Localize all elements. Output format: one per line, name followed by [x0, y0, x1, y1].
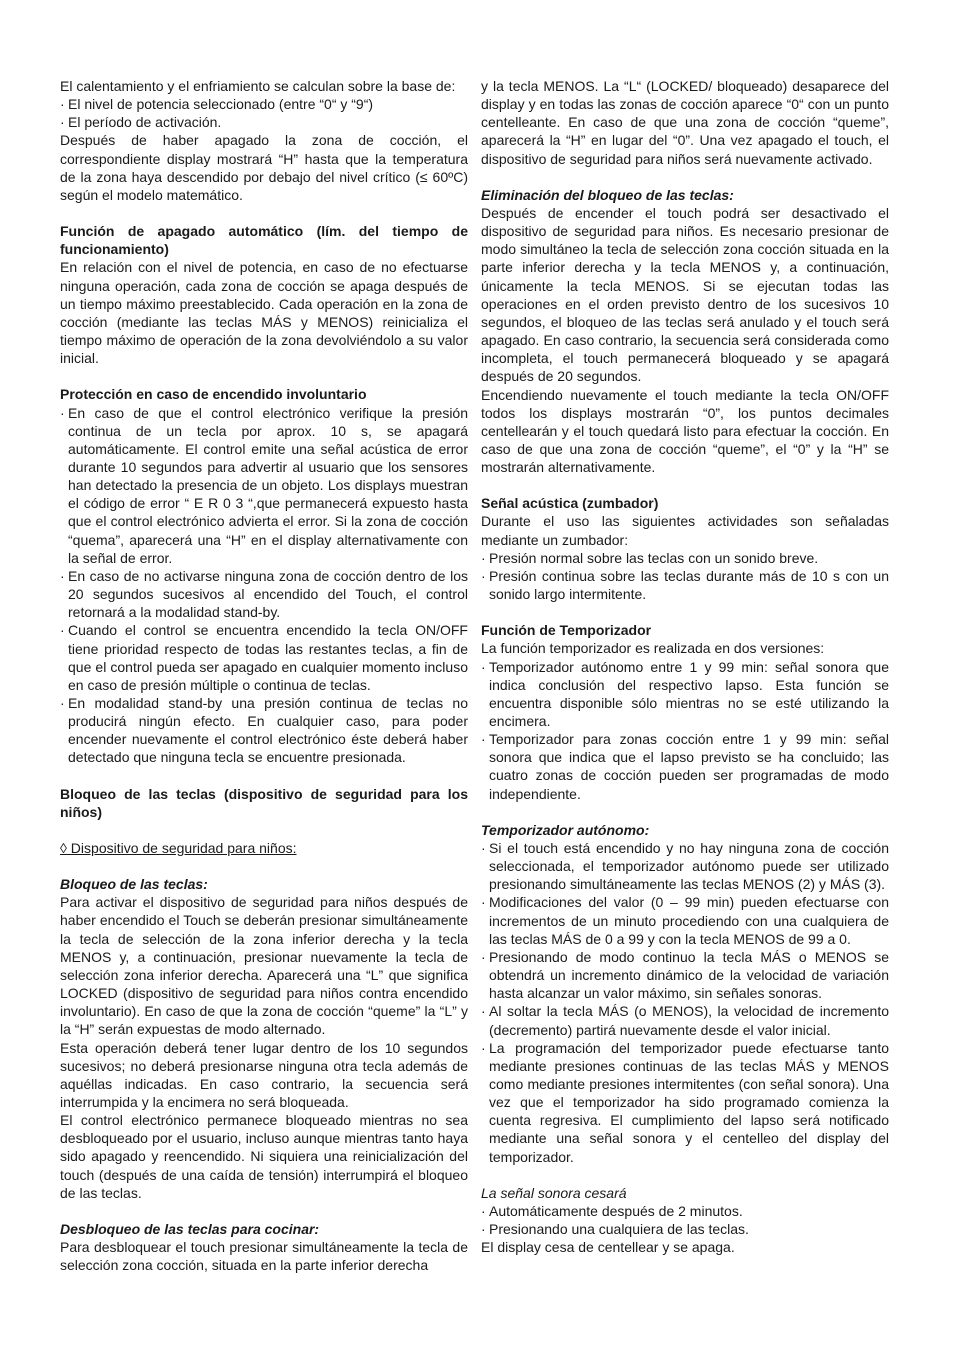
paragraph: Esta operación deberá tener lugar dentro de los 10 segundos sucesivos; no deberá presionarse ninguna otra tecla además de aquéllas indicadas. En caso contrario, la secuencia será interrumpida y la encimera no será bloqueada. — [60, 1039, 468, 1110]
paragraph: Para activar el dispositivo de seguridad para niños después de haber encendido el Touch se deberán presionar simultáneamente la tecla de selección de la zona inferior derecha y la tecla MENOS y, a continuación, presionar nuevamente la tecla de selección zona inferior derecha. Aparecerá una “L” que significa LOCKED (dispositivo de seguridad para niños contra encendido involuntario). En caso de que la zona de cocción “queme” la “L” y la “H” serán expuestas de modo alternado. — [60, 894, 468, 1038]
subheading: Temporizador autónomo: — [481, 821, 650, 838]
bullet-list — [60, 404, 468, 767]
list-item: · Presionando una cualquiera de las teclas. — [481, 1220, 889, 1238]
paragraph: Encendiendo nuevamente el touch mediante la tecla ON/OFF todos los displays mostrarán “0”, los puntos decimales centellearán y el touch quedará listo para efectuar la cocción. En caso de que una zona de cocción “queme”, el “0” y la “H” se mostrarán alternativamente. — [481, 386, 889, 476]
section-heading: Función de Temporizador — [481, 622, 652, 639]
italic-note: La señal sonora cesará — [481, 1184, 627, 1201]
subheading: Eliminación del bloqueo de las teclas: — [481, 186, 734, 203]
list-item: · Modificaciones del valor (0 – 99 min) pueden efectuarse con incrementos de un minuto procediendo con una cualquiera de las teclas MÁS de 0 a 99 y con la tecla MENOS de 99 a 0. — [481, 893, 889, 947]
list-item: · El nivel de potencia seleccionado (entre “0“ y “9“) — [60, 95, 468, 113]
list-item: · Presión continua sobre las teclas durante más de 10 s con un sonido largo intermitente. — [481, 567, 889, 603]
list-item: · Presión normal sobre las teclas con un sonido breve. — [481, 549, 889, 567]
bullet-list — [60, 95, 468, 131]
list-item: · Si el touch está encendido y no hay ninguna zona de cocción seleccionada, el temporizador autónomo puede ser utilizado presionando simultáneamente las teclas MENOS (2) y MÁS (3). — [481, 839, 889, 893]
section-heading: Protección en caso de encendido involuntario — [60, 386, 367, 403]
list-item: · En modalidad stand-by una presión continua de teclas no producirá ningún efecto. En cualquier caso, para poder encender nuevamente el control electrónico éste deberá haber detectado que ninguna tecla se encuentre presionada. — [60, 694, 468, 767]
section-heading: Bloqueo de las teclas (dispositivo de seguridad para los niños) — [60, 785, 468, 820]
list-item: · Temporizador para zonas cocción entre 1 y 99 min: señal sonora que indica que el lapso previsto se ha concluido; las cuatro zonas de cocción pueden ser programadas de modo independiente. — [481, 730, 889, 803]
bullet-list — [481, 1202, 889, 1238]
underlined-subheading: ◊ Dispositivo de seguridad para niños: — [60, 839, 297, 856]
list-item: · La programación del temporizador puede efectuarse tanto mediante presiones continuas de las teclas MÁS y MENOS como mediante presiones intermitentes (con señal sonora). Una vez que el temporizador ha sido programado comienza la cuenta regresiva. El cumplimiento del lapso será notificado mediante una señal sonora y el centelleo del display del temporizador. — [481, 1039, 889, 1166]
list-item: · El período de activación. — [60, 113, 468, 131]
paragraph: Después de encender el touch podrá ser desactivado el dispositivo de seguridad para niños. Es necesario presionar de modo simultáneo la tecla de selección zona cocción situada en la parte inferior derecha y la tecla MENOS y, a continuación, únicamente la tecla MENOS. Si se ejecutan todas las operaciones en el orden previsto dentro de los sucesivos 10 segundos, el bloqueo de las teclas será anulado y el touch será apagado. En caso contrario, la secuencia será considerada como incompleta, el touch permanecerá bloqueado y se apagará después de 20 segundos. — [481, 204, 889, 385]
bullet-list — [481, 839, 889, 1166]
list-item: · Automáticamente después de 2 minutos. — [481, 1202, 889, 1220]
section-heading: Señal acústica (zumbador) — [481, 495, 659, 512]
section-heading: Función de apagado automático (lím. del tiempo de funcionamiento) — [60, 223, 468, 258]
left-column — [60, 77, 468, 1274]
paragraph: La función temporizador es realizada en dos versiones: — [481, 640, 825, 657]
list-item: · En caso de no activarse ninguna zona de cocción dentro de los 20 segundos sucesivos al encendido del Touch, el control retornará a la modalidad stand-by. — [60, 567, 468, 621]
paragraph: Después de haber apagado la zona de cocción, el correspondiente display mostrará “H” hasta que la temperatura de la zona haya descendido por debajo del nivel crítico (≤ 60ºC) según el modelo matemático. — [60, 132, 468, 203]
list-item: · Temporizador autónomo entre 1 y 99 min: señal sonora que indica conclusión del respectivo lapso. Esta función se encuentra disponible sólo mientras no se esté utilizando la encimera. — [481, 658, 889, 731]
bullet-list — [481, 549, 889, 603]
paragraph: Durante el uso las siguientes actividades son señaladas mediante un zumbador: — [481, 513, 889, 548]
list-item: · Cuando el control se encuentra encendido la tecla ON/OFF tiene prioridad respecto de todas las restantes teclas, a fin de que el control pueda ser apagado en cualquier momento incluso en caso de presión múltiple o continua de teclas. — [60, 621, 468, 694]
subheading: Bloqueo de las teclas: — [60, 876, 208, 893]
bullet-list — [481, 658, 889, 803]
paragraph: El display cesa de centellear y se apaga. — [481, 1239, 735, 1256]
list-item: · En caso de que el control electrónico verifique la presión continua de un tecla por aprox. 10 s, se apagará automáticamente. El control emite una señal acústica de error durante 10 segundos para advertir al usuario que los sensores han detectado la presencia de un objeto. Los displays muestran el código de error “ E R 0 3 “,que permanecerá expuesto hasta que el control electrónico advierta el error. Si la zona de cocción “quema”, aparecerá una “H” en el display alternativamente con la señal de error. — [60, 404, 468, 567]
paragraph: El calentamiento y el enfriamiento se calculan sobre la base de: — [60, 78, 456, 94]
paragraph: El control electrónico permanece bloqueado mientras no sea desbloqueado por el usuario, incluso aunque mientras tanto haya sido apagado y reencendido. Ni siquiera una reinicialización del touch (después de una caída de tensión) interrumpirá el bloqueo de las teclas. — [60, 1112, 468, 1201]
paragraph: y la tecla MENOS. La “L“ (LOCKED/ bloqueado) desaparece del display y en todas las zonas de cocción aparece “0“ con un punto centelleante. En caso de que una zona de cocción “queme”, aparecerá la “H” en lugar del “0”. Una vez apagado el touch, el dispositivo de seguridad para niños será nuevamente activado. — [481, 78, 889, 167]
paragraph: Para desbloquear el touch presionar simultáneamente la tecla de selección zona cocción, situada en la parte inferior derecha — [60, 1239, 468, 1274]
list-item: · Presionando de modo continuo la tecla MÁS o MENOS se obtendrá un incremento dinámico de la velocidad de variación hasta alcanzar un valor máximo, sin señales sonoras. — [481, 948, 889, 1002]
right-column — [481, 77, 889, 1256]
subheading: Desbloqueo de las teclas para cocinar: — [60, 1220, 320, 1237]
list-item: · Al soltar la tecla MÁS (o MENOS), la velocidad de incremento (decremento) partirá nuevamente desde el valor inicial. — [481, 1002, 889, 1038]
paragraph: En relación con el nivel de potencia, en caso de no efectuarse ninguna operación, cada zona de cocción se apaga después de un tiempo máximo preestablecido. Cada operación en la zona de cocción (mediante las teclas MÁS y MENOS) reinicializa el tiempo máximo de operación de la zona devolviéndolo a su valor inicial. — [60, 259, 468, 367]
